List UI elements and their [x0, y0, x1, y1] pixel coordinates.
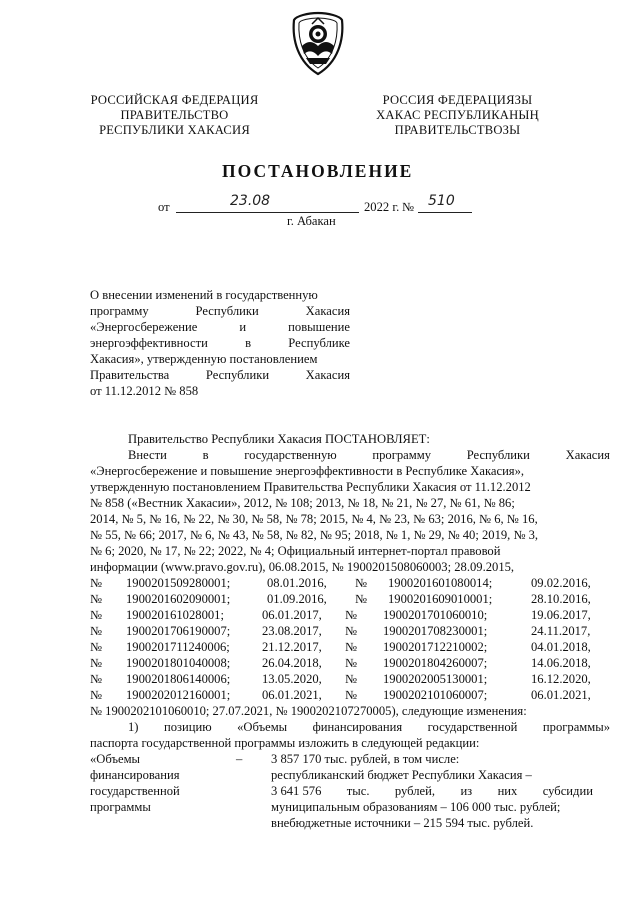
financing-value-line: 3 857 170 тыс. рублей, в том числе: — [271, 752, 460, 766]
registration-row: № 190020161028001; 06.01.2017, № 1900201701060010; 19.06.2017, — [90, 608, 591, 622]
document-title: ПОСТАНОВЛЕНИЕ — [222, 161, 414, 181]
header-left-line: ПРАВИТЕЛЬСТВО — [120, 108, 229, 122]
financing-value-line: республиканский бюджет Республики Хакасия – — [271, 768, 532, 782]
registration-row: № 1900202012160001; 06.01.2021, № 1900202101060007; 06.01.2021, — [90, 688, 591, 702]
item-1-line: 1) позицию «Объемы финансирования государственной программы» — [128, 720, 610, 734]
number-handwritten: 510 — [428, 193, 455, 209]
financing-label-line: программы — [90, 800, 151, 814]
body-line: Внести в государственную программу Республики Хакасия — [128, 448, 610, 462]
city-label: г. Абакан — [287, 214, 336, 228]
body-line: № 1900202101060010; 27.07.2021, № 1900202107270005), следующие изменения: — [90, 704, 527, 718]
body-line: информации (www.pravo.gov.ru), 06.08.2015, № 1900201508060003; 28.09.2015, — [90, 560, 515, 574]
subject-line: Хакасия», утвержденную постановлением — [90, 352, 318, 366]
number-underline — [418, 212, 472, 213]
date-handwritten: 23.08 — [230, 193, 271, 209]
year-label: 2022 г. — [364, 200, 400, 214]
body-line: № 55, № 66; 2017, № 6, № 43, № 58, № 82, № 95; 2018, № 1, № 29, № 40; 2019, № 3, — [90, 528, 539, 542]
resolution-intro: Правительство Республики Хакасия ПОСТАНОВЛЯЕТ: — [128, 432, 430, 446]
registration-row: № 1900201806140006; 13.05.2020, № 1900202005130001; 16.12.2020, — [90, 672, 591, 686]
subject-line: программу Республики Хакасия — [90, 304, 350, 318]
registration-row: № 1900201801040008; 26.04.2018, № 1900201804260007; 14.06.2018, — [90, 656, 591, 670]
registration-row: № 1900201711240006; 21.12.2017, № 1900201712210002; 04.01.2018, — [90, 640, 591, 654]
item-1-line: паспорта государственной программы изложить в следующей редакции: — [90, 736, 480, 750]
registration-row: № 1900201706190007; 23.08.2017, № 1900201708230001; 24.11.2017, — [90, 624, 591, 638]
body-line: № 858 («Вестник Хакасии», 2012, № 108; 2013, № 18, № 21, № 27, № 61, № 86; — [90, 496, 515, 510]
coat-of-arms-emblem — [290, 10, 346, 78]
header-right-line: ПРАВИТЕЛЬСТВОЗЫ — [394, 123, 521, 137]
body-line: 2014, № 5, № 16, № 22, № 30, № 58, № 78; 2015, № 4, № 23, № 63; 2016, № 6, № 16, — [90, 512, 538, 526]
subject-line: энергоэффективности в Республике — [90, 336, 350, 350]
financing-label-line: государственной — [90, 784, 180, 798]
financing-label-line: финансирования — [90, 768, 180, 782]
financing-value-line: муниципальным образованиям – 106 000 тыс. рублей; — [271, 800, 561, 814]
registration-row: № 1900201602090001; 01.09.2016, № 1900201609010001; 28.10.2016, — [90, 592, 591, 606]
financing-label-line: «Объемы — [90, 752, 141, 766]
subject-line: «Энергосбережение и повышение — [90, 320, 350, 334]
financing-value-line: 3 641 576 тыс. рублей, из них субсидии — [271, 784, 593, 798]
subject-line: Правительства Республики Хакасия — [90, 368, 350, 382]
date-from-label: от — [158, 200, 170, 214]
number-sign: № — [402, 200, 415, 214]
header-right-line: ХАКАС РЕСПУБЛИКАНЫҢ — [376, 108, 539, 122]
header-right-line: РОССИЯ ФЕДЕРАЦИЯЗЫ — [382, 93, 533, 107]
header-right — [350, 93, 565, 138]
body-line: № 6; 2020, № 17, № 22; 2022, № 4; Официальный интернет-портал правовой — [90, 544, 501, 558]
financing-dash: – — [236, 752, 243, 766]
header-left-line: РОССИЙСКАЯ ФЕДЕРАЦИЯ — [90, 93, 259, 107]
body-line: утвержденную постановлением Правительства Республики Хакасия от 11.12.2012 — [90, 480, 531, 494]
financing-value-line: внебюджетные источники – 215 594 тыс. рублей. — [271, 816, 534, 830]
body-line: «Энергосбережение и повышение энергоэффективности в Республике Хакасия», — [90, 464, 525, 478]
header-left-line: РЕСПУБЛИКИ ХАКАСИЯ — [99, 123, 250, 137]
registration-row: № 1900201509280001; 08.01.2016, № 1900201601080014; 09.02.2016, — [90, 576, 591, 590]
header-left — [72, 93, 277, 138]
subject-line: О внесении изменений в государственную — [90, 288, 318, 302]
subject-line: от 11.12.2012 № 858 — [90, 384, 199, 398]
